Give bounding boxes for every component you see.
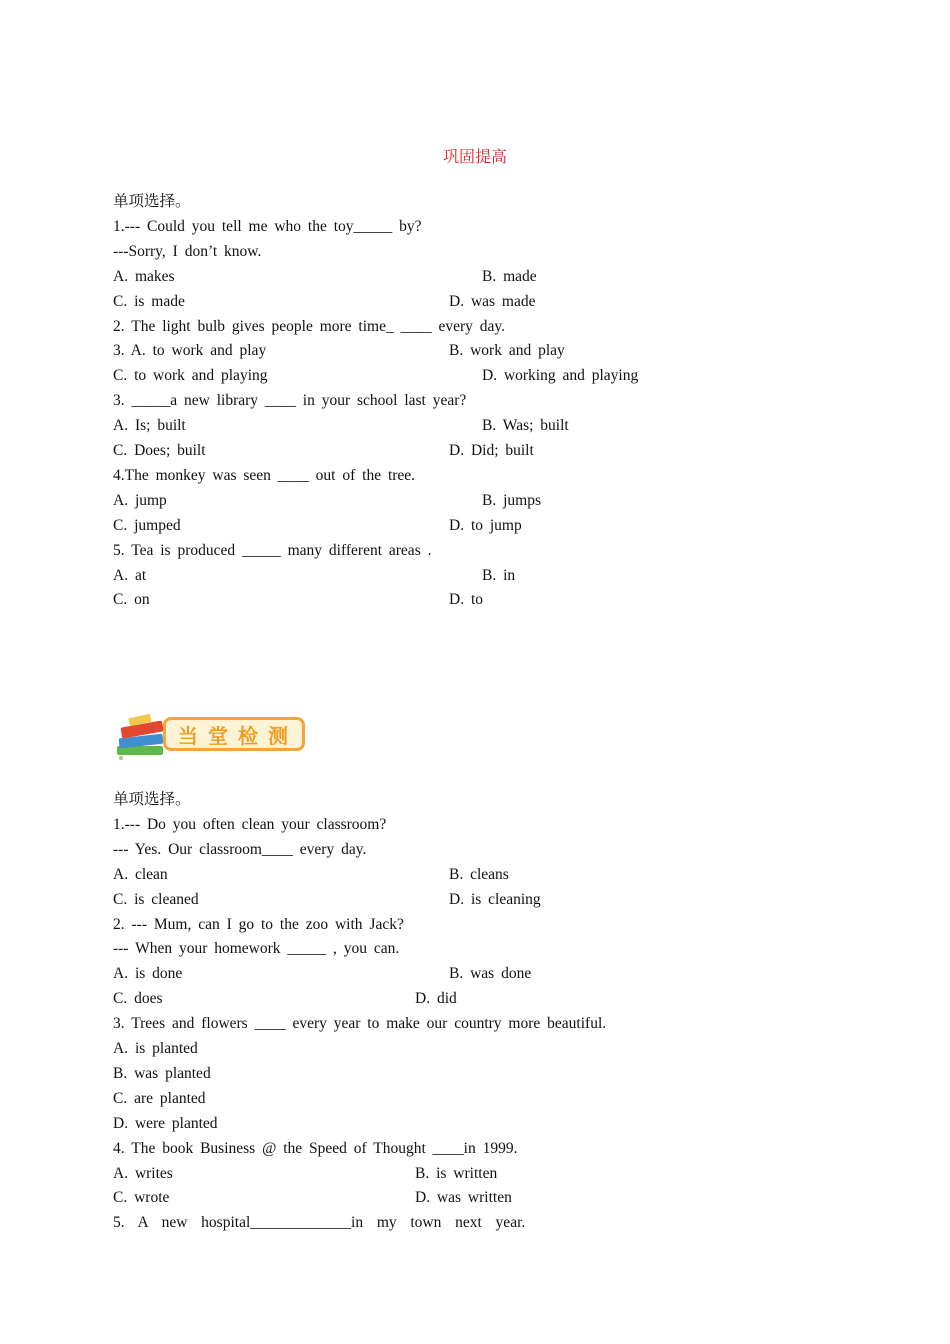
question-line: A. jump	[113, 491, 167, 509]
question-line: A. makes	[113, 267, 175, 285]
question-line: 1.--- Could you tell me who the toy_____ by?	[113, 217, 422, 235]
answer-option: D. was written	[415, 1189, 512, 1207]
answer-option: D. is cleaning	[449, 890, 541, 908]
question-line: 4. The book Business @ the Speed of Thought ____in 1999.	[113, 1139, 518, 1157]
question-line: 4.The monkey was seen ____ out of the tree.	[113, 466, 416, 484]
answer-option: B. work and play	[449, 342, 565, 360]
question-line: 1.--- Do you often clean your classroom?	[113, 815, 387, 833]
answer-option: B. Was; built	[482, 417, 569, 435]
answer-option: B. jumps	[482, 491, 541, 509]
question-line: 3. A. to work and play	[113, 342, 267, 360]
question-line: A. Is; built	[113, 417, 186, 435]
question-line: A. at	[113, 566, 147, 584]
answer-option: B. made	[482, 267, 537, 285]
question-line: 5. A new hospital_____________in my town next year.	[113, 1214, 526, 1232]
answer-option: D. to jump	[449, 516, 522, 534]
question-line: 3. Trees and flowers ____ every year to make our country more beautiful.	[113, 1015, 607, 1033]
question-line: 2. --- Mum, can I go to the zoo with Jack?	[113, 915, 404, 933]
question-line: C. jumped	[113, 516, 181, 534]
answer-option: B. cleans	[449, 865, 509, 883]
question-line: A. is planted	[113, 1040, 198, 1057]
answer-option: D. Did; built	[449, 442, 534, 459]
question-line: 5. Tea is produced _____ many different areas .	[113, 541, 432, 559]
question-line: A. is done	[113, 965, 183, 983]
answer-option: D. did	[415, 990, 457, 1008]
answer-option: B. in	[482, 566, 516, 584]
banner-label: 当堂检测	[163, 717, 305, 751]
question-line: C. is made	[113, 292, 185, 310]
question-line: 3. _____a new library ____ in your school last year?	[113, 392, 467, 410]
question-line: C. does	[113, 990, 163, 1008]
question-line: A. clean	[113, 865, 168, 883]
answer-option: D. was made	[449, 292, 536, 310]
question-line: ---Sorry, I don’t know.	[113, 242, 262, 260]
in-class-test-banner	[113, 712, 311, 762]
question-line: C. Does; built	[113, 442, 206, 459]
question-line: D. were planted	[113, 1114, 218, 1132]
answer-option: D. working and playing	[482, 367, 639, 385]
answer-option: B. is written	[415, 1164, 498, 1182]
question-line: C. on	[113, 591, 150, 609]
question-line: 2. The light bulb gives people more time_ ____ every day.	[113, 317, 506, 335]
question-line: C. to work and playing	[113, 367, 268, 385]
answer-option: B. was done	[449, 965, 532, 983]
question-line: B. was planted	[113, 1064, 211, 1082]
question-line: C. are planted	[113, 1089, 206, 1107]
question-line: --- When your homework _____ , you can.	[113, 940, 400, 958]
question-line: C. wrote	[113, 1189, 170, 1207]
section-title: 巩固提高	[442, 149, 507, 166]
instruction-text: 单项选择。	[113, 791, 191, 808]
answer-option: D. to	[449, 591, 483, 609]
question-line: C. is cleaned	[113, 890, 199, 908]
question-line: A. writes	[113, 1164, 173, 1182]
instruction-text: 单项选择。	[113, 193, 191, 210]
question-line: --- Yes. Our classroom____ every day.	[113, 840, 367, 858]
